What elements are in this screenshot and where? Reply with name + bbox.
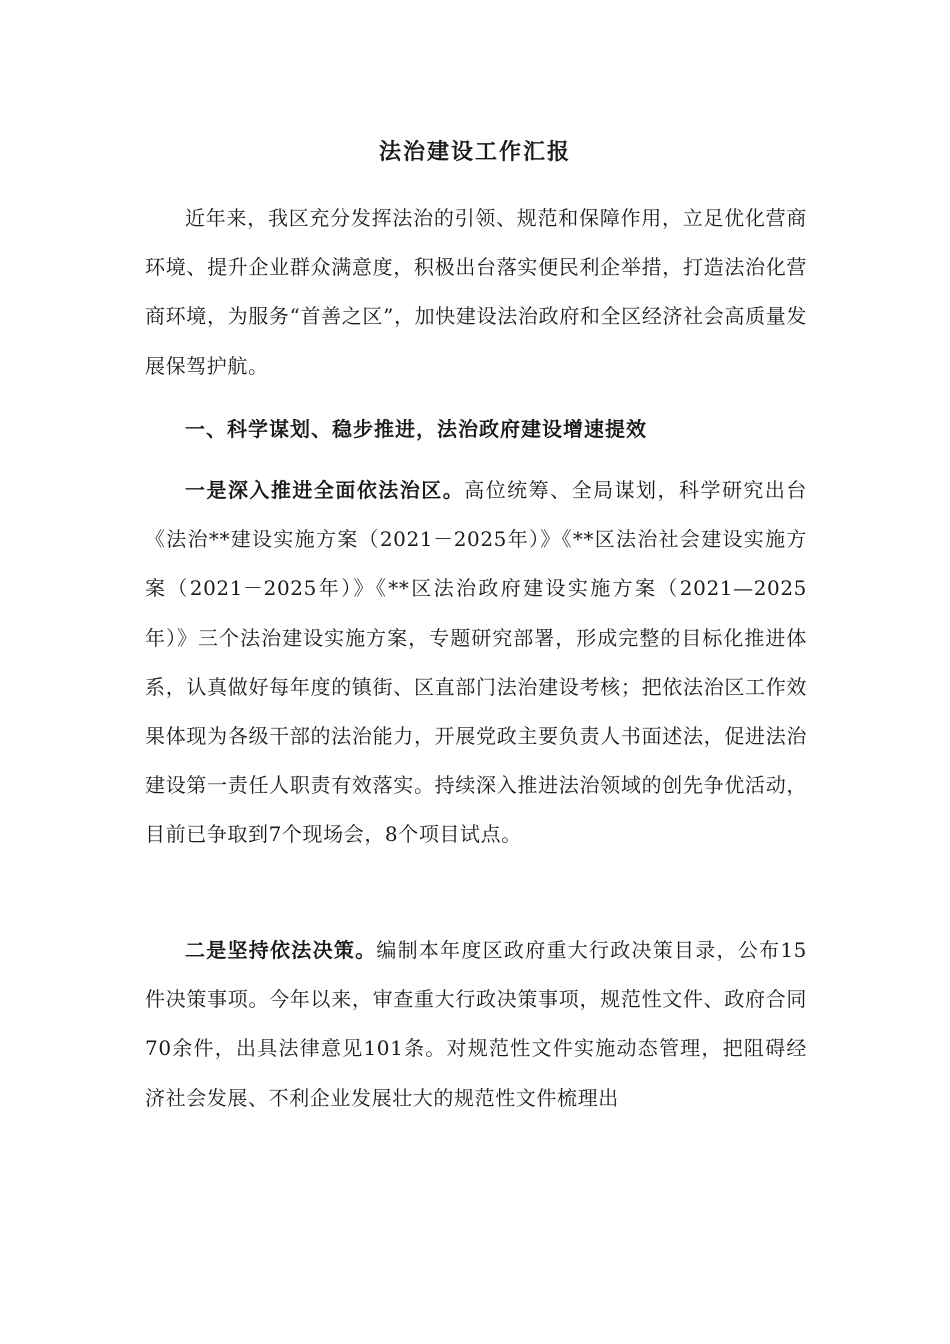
document-title: 法治建设工作汇报: [378, 139, 571, 165]
item-one-lead: 一是深入推进全面依法治区。: [185, 478, 465, 502]
section-heading: 一、科学谋划、稳步推进，法治政府建设增速提效: [185, 417, 647, 441]
item-one-text: 高位统筹、全局谋划，科学研究出台《法治**建设实施方案（2021－2025年）》《**区法治社会建设实施方案（2021－2025年）》《**区法治政府建设实施方案（2021—2025年）》三个法治建设实施方案，专题研究部署，形成完整的目标化推进体系，认真做好每年度的镇街、区直部门法治建设考核；把依法治区工作效果体现为各级干部的法治能力，开展党政主要负责人书面述法，促进法治建设第一责任人职责有效落实。持续深入推进法治领域的创先争优活动，目前已争取到7个现场会，8个项目试点。: [145, 478, 807, 847]
intro-paragraph: 近年来，我区充分发挥法治的引领、规范和保障作用，立足优化营商环境、提升企业群众满意度，积极出台落实便民利企举措，打造法治化营商环境，为服务“首善之区”，加快建设法治政府和全区经济社会高质量发展保驾护航。: [145, 206, 807, 378]
item-one-paragraph: [145, 466, 807, 860]
item-two-paragraph: [145, 926, 807, 1123]
item-two-text: 编制本年度区政府重大行政决策目录，公布15件决策事项。今年以来，审查重大行政决策事项，规范性文件、政府合同70余件，出具法律意见101条。对规范性文件实施动态管理，把阻碍经济社会发展、不利企业发展壮大的规范性文件梳理出: [145, 938, 807, 1110]
item-two-lead: 二是坚持依法决策。: [185, 938, 377, 962]
